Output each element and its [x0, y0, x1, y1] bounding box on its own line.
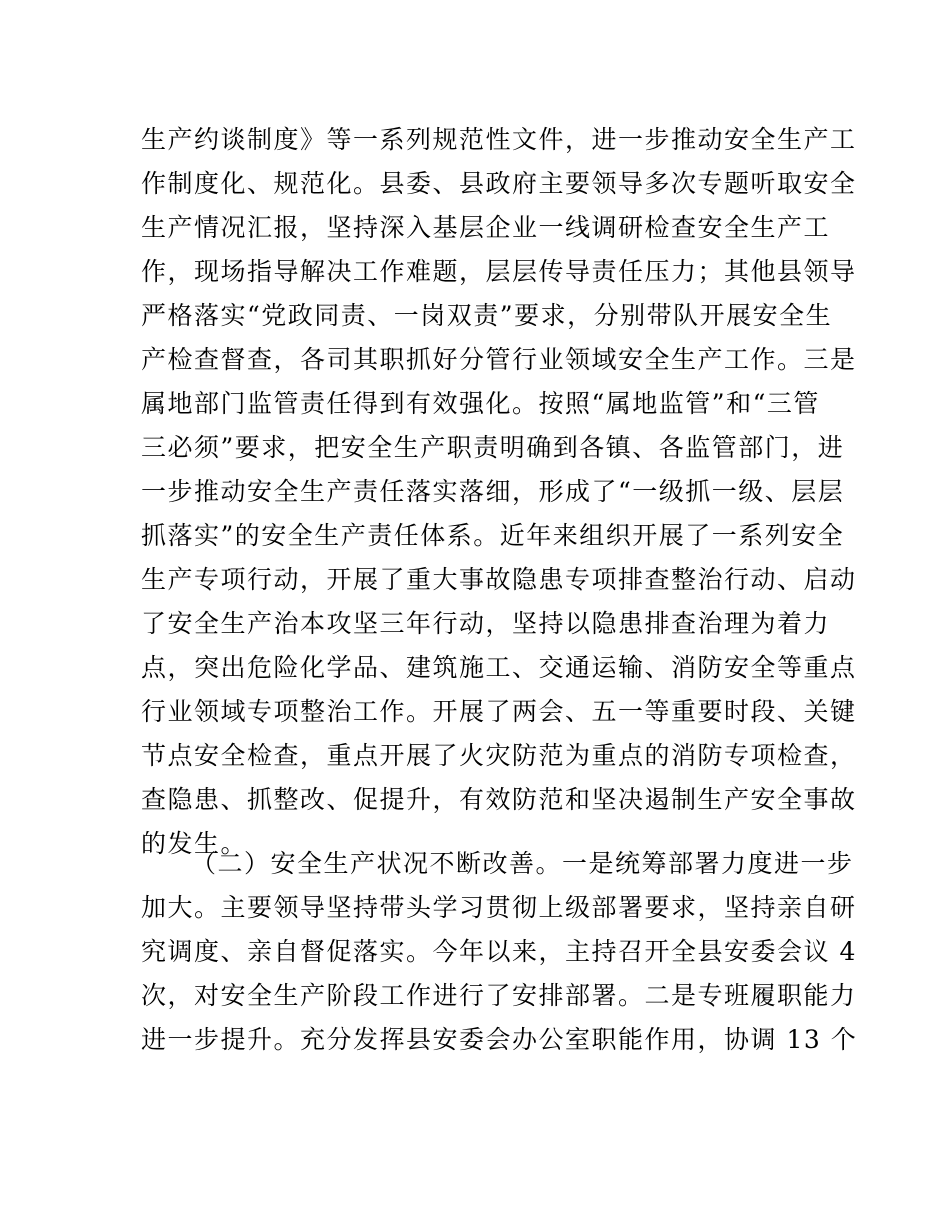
text-line: 加大。主要领导坚持带头学习贯彻上级部署要求，坚持亲自研: [141, 893, 857, 922]
text-line: 产检查督查，各司其职抓好分管行业领域安全生产工作。三是: [141, 345, 857, 374]
text-line: 查隐患、抓整改、促提升，有效防范和坚决遏制生产安全事故: [141, 785, 857, 814]
text-line: 生产情况汇报，坚持深入基层企业一线调研检查安全生产工: [141, 213, 831, 242]
text-line: 生产专项行动，开展了重大事故隐患专项排查整治行动、启动: [141, 565, 857, 594]
text-line: 点，突出危险化学品、建筑施工、交通运输、消防安全等重点: [141, 653, 857, 682]
text-line: 进一步提升。充分发挥县安委会办公室职能作用，协调 13 个: [141, 1025, 858, 1054]
text-line: 属地部门监管责任得到有效强化。按照“属地监管”和“三管: [141, 389, 820, 418]
text-line: 行业领域专项整治工作。开展了两会、五一等重要时段、关键: [141, 697, 857, 726]
text-line: 严格落实“党政同责、一岗双责”要求，分别带队开展安全生: [141, 301, 833, 330]
text-line: 节点安全检查，重点开展了火灾防范为重点的消防专项检查，: [141, 741, 857, 770]
paragraph-2: [141, 842, 858, 1062]
text-line: 究调度、亲自督促落实。今年以来，主持召开全县安委会议 4: [141, 937, 857, 966]
paragraph-1: [141, 118, 857, 866]
text-line: 的发生。: [141, 829, 248, 858]
text-line: 作制度化、规范化。县委、县政府主要领导多次专题听取安全: [141, 169, 857, 198]
text-line: 三必须”要求，把安全生产职责明确到各镇、各监管部门，进: [141, 433, 845, 462]
text-line: 了安全生产治本攻坚三年行动，坚持以隐患排查治理为着力: [141, 609, 831, 638]
text-line: 一步推动安全生产责任落实落细，形成了“一级抓一级、层层: [141, 477, 845, 506]
text-line: 抓落实”的安全生产责任体系。近年来组织开展了一系列安全: [141, 521, 845, 550]
text-line: （二）安全生产状况不断改善。一是统筹部署力度进一步: [191, 849, 854, 878]
text-line: 生产约谈制度》等一系列规范性文件，进一步推动安全生产工: [141, 125, 857, 154]
text-line: 作，现场指导解决工作难题，层层传导责任压力；其他县领导: [141, 257, 857, 286]
text-line: 次，对安全生产阶段工作进行了安排部署。二是专班履职能力: [141, 981, 857, 1010]
